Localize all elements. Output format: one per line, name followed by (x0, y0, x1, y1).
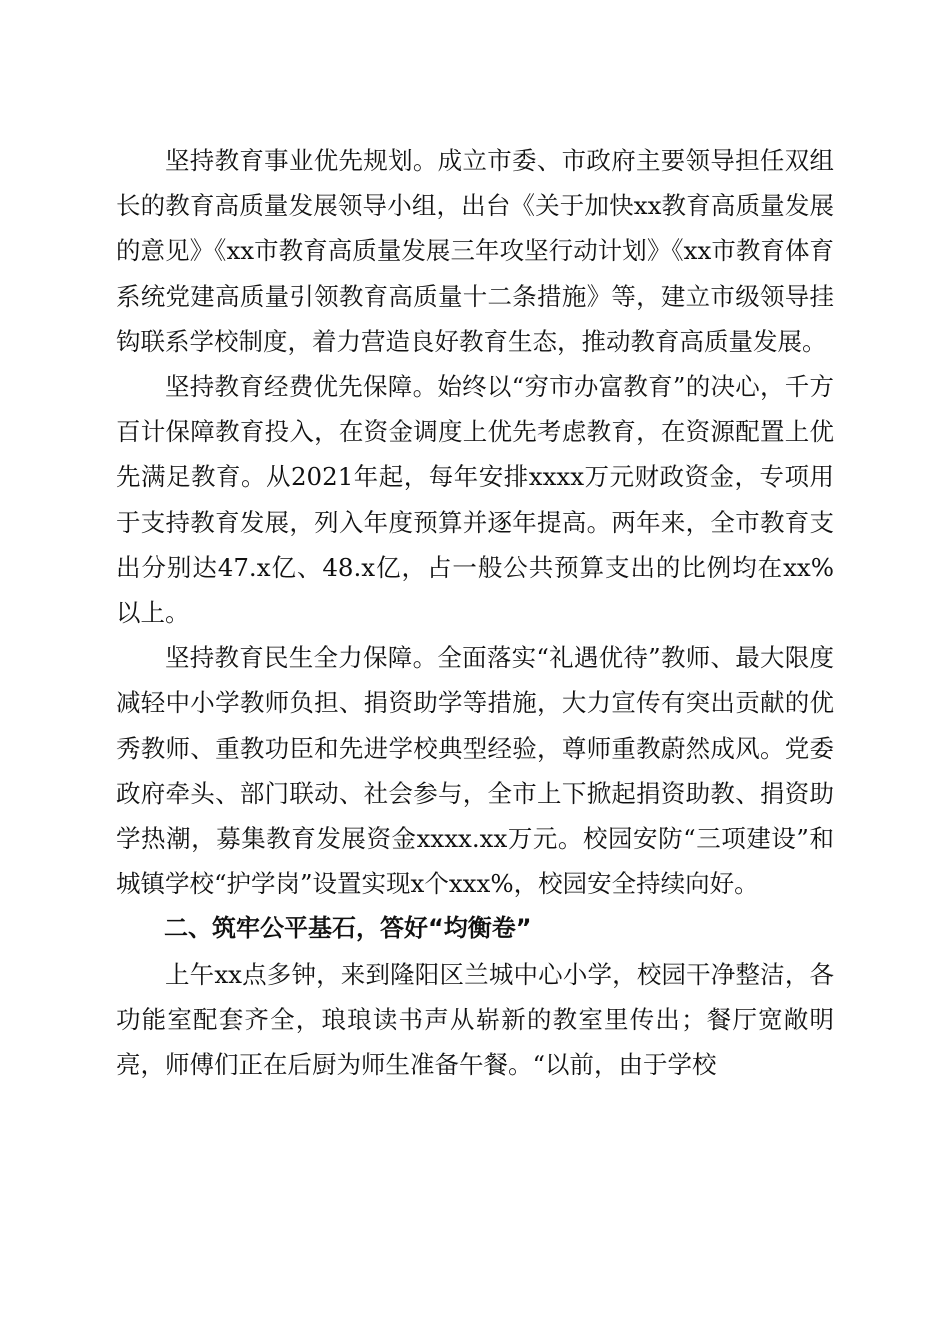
paragraph-education-welfare: 坚持教育民生全力保障。全面落实“礼遇优待”教师、最大限度减轻中小学教师负担、捐资助学等措施，大力宣传有突出贡献的优秀教师、重教功臣和先进学校典型经验，尊师重教蔚然成风。党委政府牵头、部门联动、社会参与，全市上下掀起捐资助教、捐资助学热潮，募集教育发展资金xxxx.xx万元。校园安防“三项建设”和城镇学校“护学岗”设置实现x个xxx%，校园安全持续向好。 (116, 643, 834, 899)
paragraph-education-funding: 坚持教育经费优先保障。始终以“穷市办富教育”的决心，千方百计保障教育投入，在资金调度上优先考虑教育，在资源配置上优先满足教育。从2021年起，每年安排xxxx万元财政资金，专项用于支持教育发展，列入年度预算并逐年提高。两年来，全市教育支出分别达47.x亿、48.x亿，占一般公共预算支出的比例均在xx%以上。 (116, 372, 834, 628)
document-body (116, 138, 834, 1087)
paragraph-school-visit: 上午xx点多钟，来到隆阳区兰城中心小学，校园干净整洁，各功能室配套齐全，琅琅读书声从崭新的教室里传出；餐厅宽敞明亮，师傅们正在后厨为师生准备午餐。“以前，由于学校 (116, 959, 834, 1080)
section-heading: 二、筑牢公平基石，答好“均衡卷” (164, 914, 532, 943)
paragraph-education-planning: 坚持教育事业优先规划。成立市委、市政府主要领导担任双组长的教育高质量发展领导小组，出台《关于加快xx教育高质量发展的意见》《xx市教育高质量发展三年攻坚行动计划》《xx市教育体育系统党建高质量引领教育高质量十二条措施》等，建立市级领导挂钩联系学校制度，着力营造良好教育生态，推动教育高质量发展。 (116, 146, 834, 356)
